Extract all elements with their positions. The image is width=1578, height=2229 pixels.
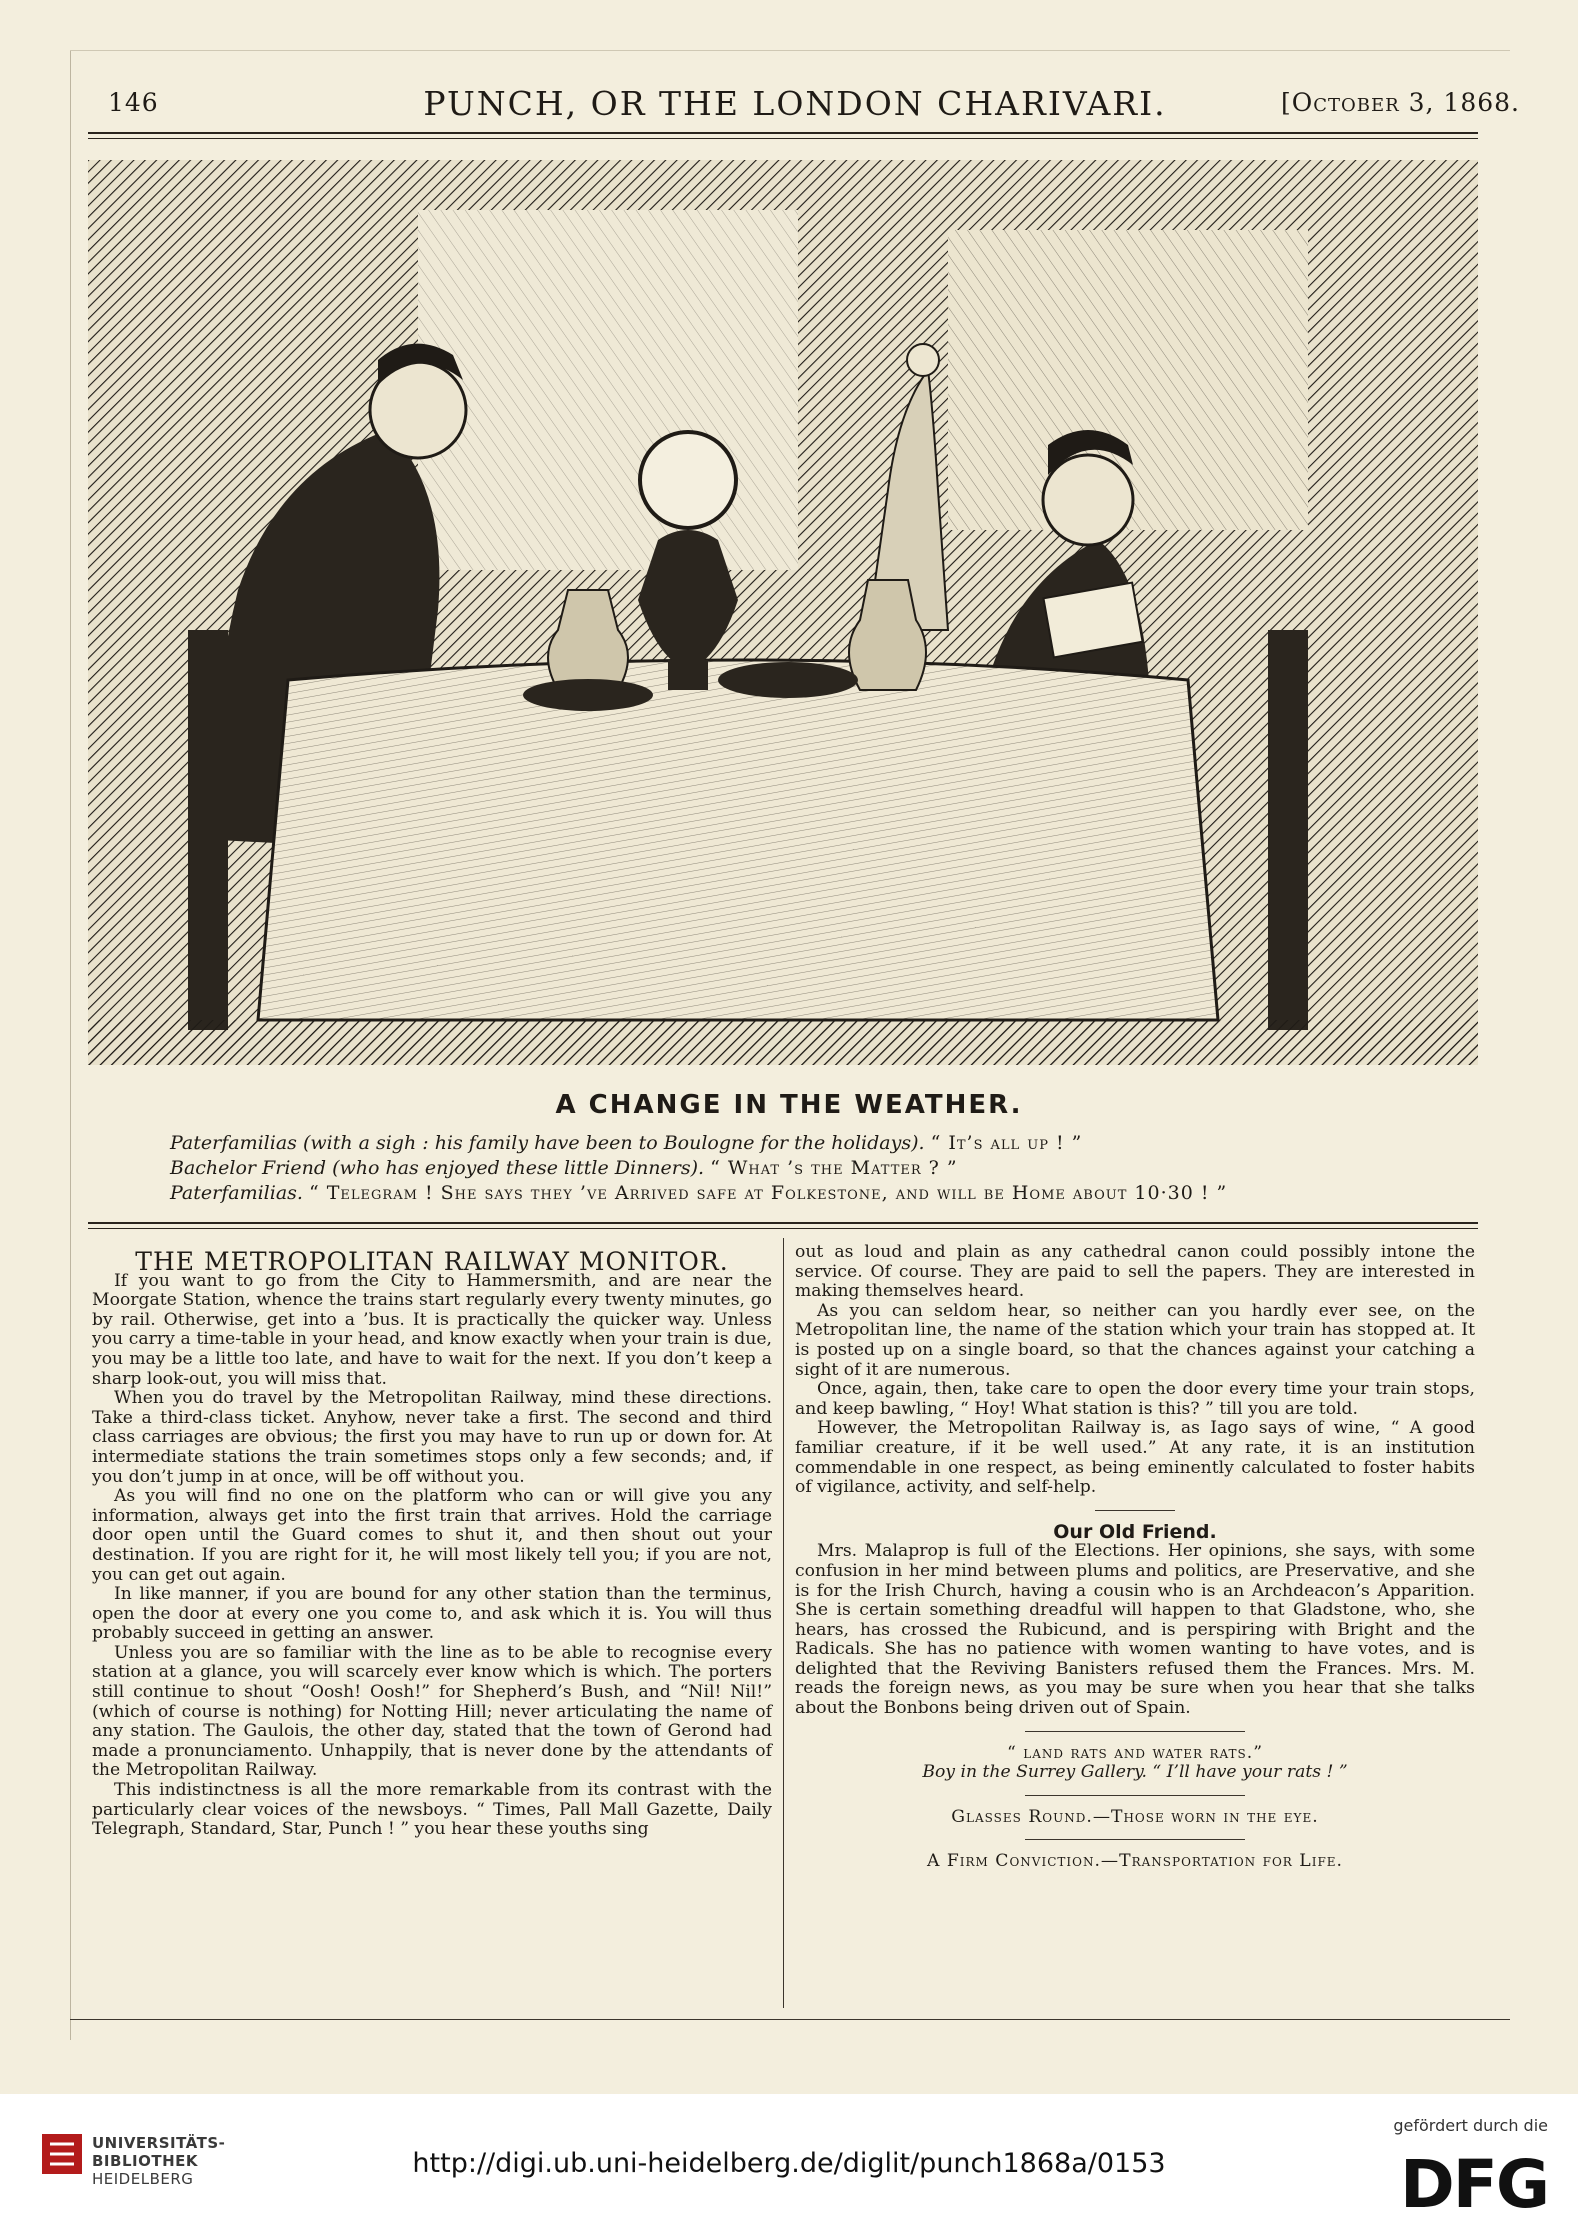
article-paragraph: Once, again, then, take care to open the door every time your train stops, and keep bawling, “ Hoy! What station is this? ” till you are told. [795,1379,1475,1419]
caption-rule [88,1222,1478,1224]
caption-speaker: Bachelor Friend [170,1157,327,1179]
article-title: THE METROPOLITAN RAILWAY MONITOR. [135,1247,729,1276]
article-right-column [795,1243,1475,1872]
caption-line-2 [170,1157,958,1179]
rats-title: “ land rats and water rats.” [1007,1742,1263,1763]
chair-left [188,630,228,1030]
library-line: UNIVERSITÄTS- [92,2134,226,2152]
article-paragraph: As you can seldom hear, so neither can you hardly ever see, on the Metropolitan line, the name of the station which your train has stopped at. It is posted up on a single board, so that the chances against your catching a sight of it are numerous. [795,1300,1475,1380]
article-paragraph: In like manner, if you are bound for any other station than the terminus, open the door at every one you come to, and ask which it is. You will thus probably succeed in getting an answer. [92,1584,772,1644]
source-url[interactable]: http://digi.ub.uni-heidelberg.de/diglit/punch1868a/0153 [412,2148,1166,2179]
article-paragraph: When you do travel by the Metropolitan Railway, mind these directions. Take a third-class ticket. Anyhow, never take a first. The second and third class carriages are obvious; the first you may have to run up or down for. At intermediate stations the train sometimes stops only a few seconds; and, if you don’t jump in at once, will be off without you. [92,1388,772,1487]
article-left-column [92,1247,772,1840]
caption-line-3 [170,1182,1227,1204]
caption-aside: (with a sigh : his family have been to Boulogne for the holidays). [302,1132,925,1154]
page-edge-top [70,50,1510,51]
cartoon-title: A CHANGE IN THE WEATHER. [555,1090,1023,1120]
section-rule [1025,1795,1245,1796]
library-line: HEIDELBERG [92,2170,194,2188]
library-line: BIBLIOTHEK [92,2152,198,2170]
page-number: 146 [108,88,159,117]
caption-aside: (who has enjoyed these little Dinners). [332,1157,705,1179]
article-paragraph: out as loud and plain as any cathedral canon could possibly intone the service. Of course. They are paid to sell the papers. They are interested in making themselves heard. [795,1242,1475,1302]
caption-line-1 [170,1132,1082,1154]
section-rule [1095,1510,1175,1511]
issue-date: [October 3, 1868. [1280,88,1520,117]
article-paragraph: However, the Metropolitan Railway is, as Iago says of wine, “ A good familiar creature, if it be well used.” At any rate, it is an institution commendable in one respect, as being eminently calculated to foster habits of vigilance, activity, and self-help. [795,1418,1475,1498]
section-rule [1025,1839,1245,1840]
digitization-footer [0,2094,1578,2229]
article-paragraph: Unless you are so familiar with the line as to be able to recognise every station at a glance, you will scarcely ever know which is which. The porters still continue to shout “Oosh! Oosh!” for Shepherd’s Bush, and “Nil! Nil!” (which of course is nothing) for Notting Hill; never articulating the name of any station. The Gaulois, the other day, stated that the town of Gerond had made a pronunciamento. Unhappily, that is never done by the attendants of the Metropolitan Railway. [92,1642,772,1781]
caption-rule-thin [88,1228,1478,1229]
page-edge-left [70,50,71,2040]
fruit-dish [718,662,858,698]
firm-conviction-line: A Firm Conviction.—Transportation for Life. [926,1851,1344,1872]
rats-line: Boy in the Surrey Gallery. “ I’ll have your rats ! ” [922,1762,1348,1783]
header-rule [88,132,1478,134]
table-lamp [640,432,736,528]
column-divider [783,1238,784,2008]
caption-speech: “ Telegram ! She says they ’ve Arrived safe at Folkestone, and will be Home about 10·30 ! ” [309,1182,1228,1204]
chair-right [1268,630,1308,1030]
section-rule [1025,1731,1245,1732]
caption-speech: “ It’s all up ! ” [930,1132,1083,1154]
friend-title: Our Old Friend. [1053,1520,1217,1543]
caption-speaker: Paterfamilias [170,1132,297,1154]
header-rule-thin [88,138,1478,139]
page-bottom-rule [70,2019,1510,2020]
article-paragraph: If you want to go from the City to Hammersmith, and are near the Moorgate Station, whence the trains start regularly every twenty minutes, go by rail. Otherwise, get into a ’bus. It is practically the quicker way. Unless you carry a time-table in your head, and know exactly when your train is due, you may be a little too late, and have to wait for the next. If you don’t keep a sharp look-out, you will miss that. [92,1270,772,1389]
article-paragraph: As you will find no one on the platform who can or will give you any information, always get into the first train that arrives. Hold the carriage door open until the Guard comes to shut it, and then shout out your destination. If you are right for it, he will most likely tell you; if you are not, you can get out again. [92,1486,772,1585]
funding-note: gefördert durch die [1393,2116,1548,2135]
journal-title: PUNCH, OR THE LONDON CHARIVARI. [423,84,1167,123]
caption-speaker: Paterfamilias. [170,1182,303,1204]
page-header [70,84,1520,128]
glasses-line: Glasses Round.—Those worn in the eye. [951,1806,1319,1827]
article-paragraph: This indistinctness is all the more remarkable from its contrast with the particularly clear voices of the newsboys. “ Times, Pall Mall Gazette, Daily Telegraph, Standard, Star, Punch ! ” you hear these youths sing [92,1780,772,1840]
caption-speech: “ What ’s the Matter ? ” [710,1157,958,1179]
friend-paragraph: Mrs. Malaprop is full of the Elections. Her opinions, she says, with some confusion in her mind between plums and politics, are Preservative, and she is for the Irish Church, having a cousin who is an Archdeacon’s Apparition. She is certain something dreadful will happen to that Gladstone, who, she hears, has crossed the Rubicund, and is perspiring with Bright and the Radicals. She has no patience with women wanting to have votes, and is delighted that the Reviving Banisters refused them the Frances. Mrs. M. reads the foreign news, as you may be sure when you hear that she talks about the Bonbons being driven out of Spain. [795,1541,1475,1719]
cartoon-illustration [88,160,1478,1065]
dfg-logo: DFG [1399,2146,1548,2223]
